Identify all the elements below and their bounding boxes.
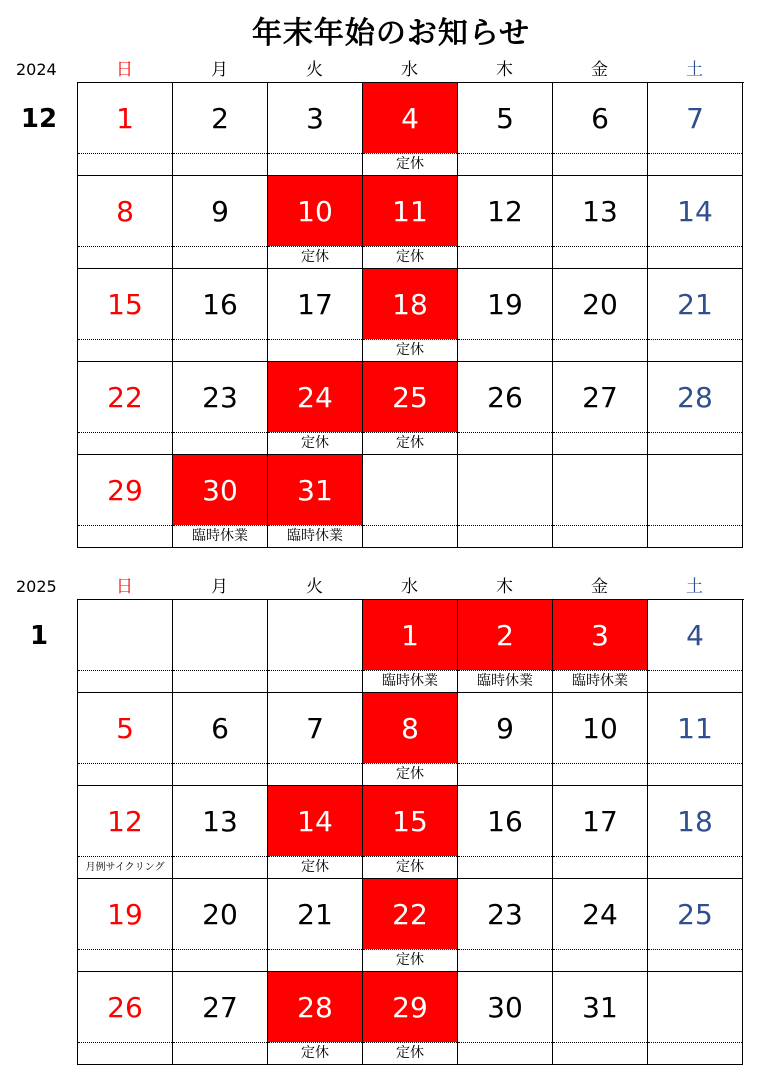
day-note [553,763,647,785]
day-note [648,949,742,971]
day-cell [78,455,173,548]
day-cell-closed [363,600,458,693]
day-number: 5 [496,101,514,135]
day-cell [363,455,458,548]
day-cell [458,176,553,269]
day-note [553,949,647,971]
day-cell [268,83,363,176]
day-note [78,153,172,175]
day-cell [648,83,743,176]
day-cell [78,83,173,176]
day-note [648,153,742,175]
day-cell [268,693,363,786]
day-cell [648,786,743,879]
day-number: 15 [107,287,143,321]
day-note: 定休 [268,1042,362,1064]
day-number: 11 [677,711,713,745]
day-number [268,600,362,670]
day-number: 14 [268,786,362,856]
day-note [648,246,742,268]
day-number: 22 [363,879,457,949]
day-number: 21 [297,897,333,931]
day-number: 4 [363,83,457,153]
day-number: 27 [582,380,618,414]
day-note: 定休 [363,432,457,454]
day-number: 19 [107,897,143,931]
day-note [458,246,552,268]
day-note [78,1042,172,1064]
weekday-header: 木 [496,577,513,597]
day-cell [78,879,173,972]
day-note [458,1042,552,1064]
day-cell [268,269,363,362]
day-cell-closed [268,972,363,1065]
day-number: 20 [582,287,618,321]
day-number: 23 [202,380,238,414]
day-cell [648,455,743,548]
week-row [78,972,744,1065]
day-note [458,856,552,878]
weekday-header: 木 [496,60,513,80]
day-cell [553,83,648,176]
day-number: 19 [487,287,523,321]
day-cell [173,362,268,455]
day-note: 定休 [268,246,362,268]
day-note [173,339,267,361]
day-note [268,763,362,785]
day-number [553,455,647,525]
day-note [173,670,267,692]
day-cell [173,879,268,972]
day-cell [553,176,648,269]
day-cell [78,693,173,786]
weekday-header: 日 [116,60,133,80]
day-number: 11 [363,176,457,246]
week-row [78,269,744,362]
day-cell [458,83,553,176]
day-number: 28 [677,380,713,414]
day-cell [648,176,743,269]
day-number: 24 [582,897,618,931]
day-note [173,432,267,454]
week-row [78,455,744,548]
day-note [173,856,267,878]
day-cell [173,693,268,786]
day-number: 8 [363,693,457,763]
day-cell [553,879,648,972]
day-cell [648,269,743,362]
day-number [78,600,172,670]
day-note: 定休 [363,763,457,785]
day-note [268,339,362,361]
day-number: 29 [363,972,457,1042]
day-note [458,763,552,785]
day-note [553,856,647,878]
day-note [173,153,267,175]
day-number [458,455,552,525]
day-note [78,246,172,268]
day-cell [78,362,173,455]
day-cell-closed [363,693,458,786]
day-note [553,432,647,454]
day-number: 7 [306,711,324,745]
day-number [648,972,742,1042]
day-note: 定休 [363,1042,457,1064]
day-cell [458,269,553,362]
day-note [458,432,552,454]
day-number: 6 [591,101,609,135]
day-number: 22 [107,380,143,414]
day-number: 3 [553,600,647,670]
day-cell [553,972,648,1065]
day-cell-closed [268,176,363,269]
day-number: 16 [487,804,523,838]
day-number: 17 [297,287,333,321]
weekday-header: 月 [211,577,228,597]
day-note [268,670,362,692]
day-cell-closed [363,83,458,176]
calendar-grid [77,599,744,1065]
day-number: 9 [496,711,514,745]
day-note: 定休 [363,949,457,971]
day-note [553,1042,647,1064]
day-note [458,153,552,175]
week-row [78,693,744,786]
day-number: 25 [363,362,457,432]
day-note [553,525,647,547]
day-number: 28 [268,972,362,1042]
day-number [363,455,457,525]
day-note [648,339,742,361]
day-note [173,1042,267,1064]
day-cell-closed [458,600,553,693]
weekday-header: 水 [401,577,418,597]
day-number: 29 [107,473,143,507]
day-number: 26 [487,380,523,414]
day-cell [458,362,553,455]
day-number [173,600,267,670]
day-number: 2 [458,600,552,670]
day-note [78,949,172,971]
day-note [78,525,172,547]
day-number: 26 [107,990,143,1024]
day-note [78,670,172,692]
week-row [78,176,744,269]
month-label: 1 [29,621,49,651]
day-note [173,246,267,268]
day-number: 3 [306,101,324,135]
day-number: 2 [211,101,229,135]
day-cell-closed [268,455,363,548]
day-number: 12 [487,194,523,228]
day-cell [648,362,743,455]
weekday-header: 土 [686,577,703,597]
day-cell [458,786,553,879]
day-number: 15 [363,786,457,856]
day-note: 臨時休業 [268,525,362,547]
day-cell [173,176,268,269]
day-number: 30 [173,455,267,525]
day-cell [173,972,268,1065]
day-note: 定休 [268,432,362,454]
week-row [78,879,744,972]
day-note [648,1042,742,1064]
day-note: 定休 [363,856,457,878]
day-note [363,525,457,547]
day-note [268,153,362,175]
day-cell-closed [363,879,458,972]
day-number: 1 [363,600,457,670]
day-number: 9 [211,194,229,228]
day-number: 16 [202,287,238,321]
day-number [648,455,742,525]
day-cell [173,786,268,879]
day-note [553,246,647,268]
week-row [78,600,744,693]
day-cell [458,455,553,548]
day-cell [458,879,553,972]
day-cell [78,269,173,362]
day-cell-closed [363,269,458,362]
day-cell [78,600,173,693]
day-number: 21 [677,287,713,321]
day-cell [78,176,173,269]
day-cell-closed [173,455,268,548]
day-note: 月例サイクリング [78,856,172,878]
day-note: 定休 [363,153,457,175]
weekday-header: 月 [211,60,228,80]
day-number: 20 [202,897,238,931]
day-cell [268,879,363,972]
day-number: 31 [582,990,618,1024]
day-cell [173,600,268,693]
day-note [553,339,647,361]
day-cell [648,972,743,1065]
day-note [648,432,742,454]
day-note: 定休 [268,856,362,878]
day-note: 臨時休業 [363,670,457,692]
day-number: 17 [582,804,618,838]
day-note: 定休 [363,246,457,268]
day-note [553,153,647,175]
day-number: 1 [116,101,134,135]
week-row [78,362,744,455]
day-number: 27 [202,990,238,1024]
day-note: 臨時休業 [173,525,267,547]
day-note [648,856,742,878]
day-cell-closed [363,176,458,269]
day-number: 12 [107,804,143,838]
day-cell [268,600,363,693]
day-number: 13 [582,194,618,228]
day-number: 25 [677,897,713,931]
day-number: 10 [582,711,618,745]
day-cell [173,83,268,176]
day-cell [648,600,743,693]
day-number: 8 [116,194,134,228]
day-number: 13 [202,804,238,838]
day-cell-closed [268,362,363,455]
weekday-header: 土 [686,60,703,80]
weekday-header: 水 [401,60,418,80]
year-label: 2024 [16,60,57,79]
day-cell [458,693,553,786]
day-number: 18 [363,269,457,339]
day-cell [553,455,648,548]
day-note [648,525,742,547]
day-cell-closed [553,600,648,693]
day-cell-closed [363,786,458,879]
weekday-header: 火 [306,60,323,80]
calendar-grid [77,82,744,548]
day-cell [553,693,648,786]
day-note: 臨時休業 [553,670,647,692]
day-note [268,949,362,971]
day-cell [78,786,173,879]
day-note [173,763,267,785]
day-note [648,670,742,692]
month-label: 12 [20,104,58,134]
day-number: 18 [677,804,713,838]
day-cell [173,269,268,362]
day-cell [78,972,173,1065]
day-cell-closed [363,972,458,1065]
day-cell [648,693,743,786]
day-cell [458,972,553,1065]
day-cell-closed [363,362,458,455]
day-note: 臨時休業 [458,670,552,692]
day-number: 24 [268,362,362,432]
day-note [173,949,267,971]
day-cell-closed [268,786,363,879]
weekday-header: 金 [591,577,608,597]
day-cell [553,786,648,879]
day-note [78,763,172,785]
day-number: 23 [487,897,523,931]
day-number: 4 [686,618,704,652]
day-note [78,432,172,454]
day-cell [553,269,648,362]
day-number: 6 [211,711,229,745]
day-cell [553,362,648,455]
day-number: 7 [686,101,704,135]
page-title: 年末年始のお知らせ [251,16,531,51]
day-number: 10 [268,176,362,246]
day-note: 定休 [363,339,457,361]
weekday-header: 日 [116,577,133,597]
day-note [458,339,552,361]
year-label: 2025 [16,577,57,596]
day-number: 30 [487,990,523,1024]
day-number: 31 [268,455,362,525]
day-number: 5 [116,711,134,745]
day-note [458,525,552,547]
weekday-header: 火 [306,577,323,597]
day-note [648,763,742,785]
week-row [78,786,744,879]
day-note [78,339,172,361]
day-cell [648,879,743,972]
week-row [78,83,744,176]
day-note [458,949,552,971]
weekday-header: 金 [591,60,608,80]
day-number: 14 [677,194,713,228]
